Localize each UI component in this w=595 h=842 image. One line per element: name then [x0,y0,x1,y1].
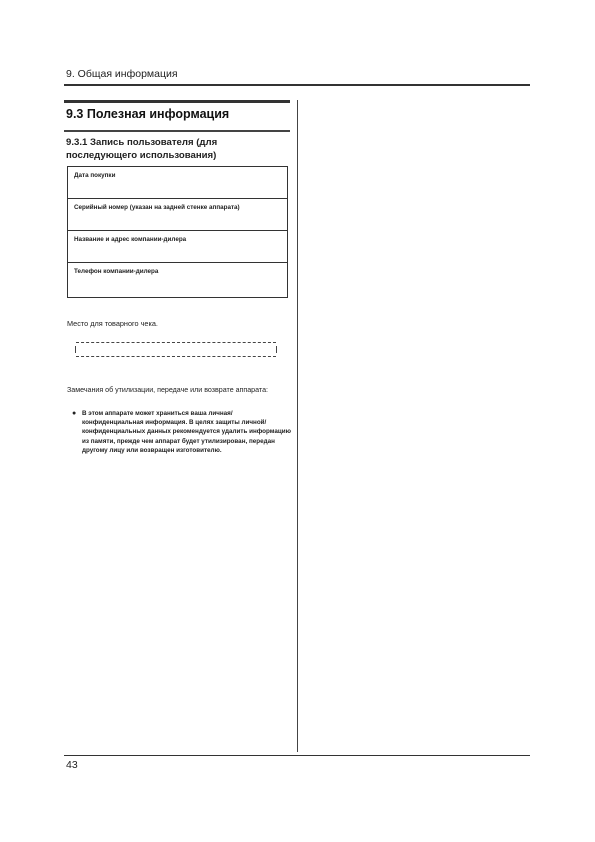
footer-rule [64,755,530,756]
section-title: 9.3 Полезная информация [66,107,230,121]
record-row-purchase-date: Дата покупки [68,167,287,199]
section-rule-bottom [64,130,290,132]
receipt-attach-area [76,342,276,357]
subsection-title: 9.3.1 Запись пользователя (для последующего использования) [66,137,218,161]
receipt-box-right-edge [276,346,277,353]
disposal-notes-title: Замечания об утилизации, передаче или возврате аппарата: [67,386,269,394]
receipt-box-left-edge [75,346,76,353]
disposal-note-item [72,409,292,455]
record-row-dealer-address: Название и адрес компании-дилера [68,231,287,263]
record-row-dealer-phone: Телефон компании-дилера [74,268,159,275]
page-number: 43 [66,759,78,771]
section-rule-top [64,100,290,103]
bullet-icon: ● [72,410,77,417]
receipt-label: Место для товарного чека. [67,319,158,328]
record-row-serial-number: Серийный номер (указан на задней стенке аппарата) [68,199,287,231]
user-record-table [67,166,288,298]
header-rule [64,84,530,86]
page-header-title: 9. Общая информация [66,68,178,80]
column-divider [297,100,298,752]
disposal-note-text: В этом аппарате может храниться ваша личная/конфиденциальная информация. В целях защиты личной/конфиденциальных данных рекомендуется удалить информацию из памяти, прежде чем аппарат будет утилизирован, передан другому лицу или возвращен изготовителю. [82,410,291,454]
